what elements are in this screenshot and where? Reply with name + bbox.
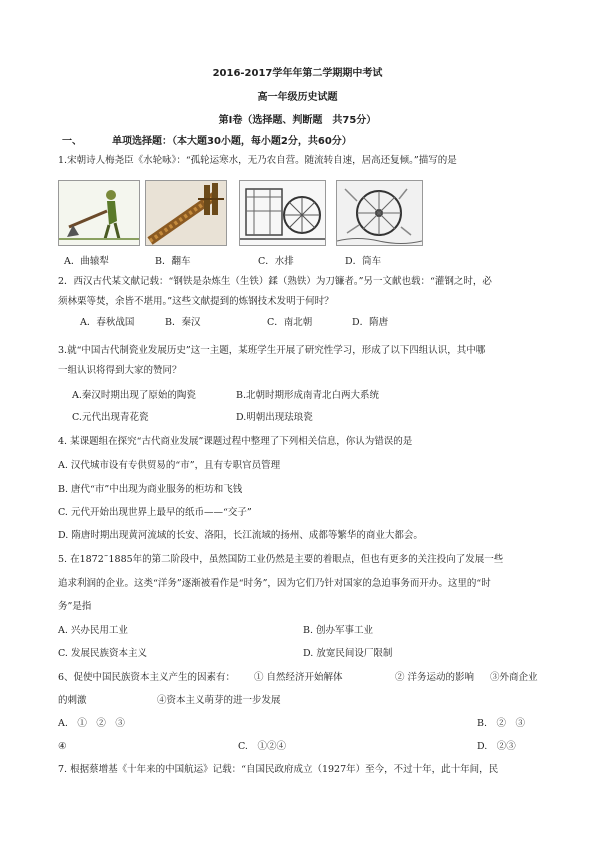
q2-option-b[interactable]: B．秦汉: [165, 317, 201, 328]
question-2-line-1: 2．西汉古代某文献记载：“钢铁是杂炼生（生铁）鍒（熟铁）为刀镰者。”另一文献也载：“灌钢之时，必: [58, 276, 492, 287]
q1-option-d[interactable]: D．筒车: [345, 256, 382, 267]
q3-option-a[interactable]: A.秦汉时期出现了原始的陶瓷: [72, 390, 196, 401]
question-4-stem: 4. 某课题组在探究“古代商业发展”课题过程中整理了下列相关信息，你认为错误的是: [58, 436, 413, 447]
q1-option-a[interactable]: A．曲辕犁: [64, 256, 109, 267]
q6-factor-3: ③外商企业: [490, 672, 538, 683]
q5-option-c[interactable]: C. 发展民族资本主义: [58, 648, 147, 659]
q6-factor-3-cont: 的刺激: [58, 695, 87, 706]
question-5-line-3: 务”是指: [58, 601, 92, 612]
question-2-line-2: 须林栗等焚，余皆不堪用。”这些文献提到的炼钢技术发明于何时？: [58, 296, 334, 307]
question-3-line-1: 3.就“中国古代制瓷业发展历史”这一主题，某班学生开展了研究性学习，形成了以下四组认识，其中哪: [58, 345, 486, 356]
q1-option-c[interactable]: C．水排: [258, 256, 294, 267]
q6-option-a[interactable]: A. ① ② ③: [58, 718, 125, 729]
q3-option-c[interactable]: C.元代出现青花瓷: [72, 412, 149, 423]
q1-option-b[interactable]: B．翻车: [155, 256, 191, 267]
noria-waterwheel-image: [336, 180, 423, 246]
q5-option-a[interactable]: A. 兴办民用工业: [58, 625, 128, 636]
exam-subtitle: 高一年级历史试题: [257, 92, 338, 103]
q6-factor-2: ② 洋务运动的影响: [395, 672, 475, 683]
q3-option-b[interactable]: B.北朝时期形成南青北白两大系统: [236, 390, 380, 401]
q2-option-d[interactable]: D．隋唐: [352, 317, 389, 328]
q6-option-b[interactable]: B. ② ③: [477, 718, 526, 729]
question-6-stem: 6、促使中国民族资本主义产生的因素有：: [58, 672, 236, 683]
q2-option-c[interactable]: C．南北朝: [267, 317, 313, 328]
q6-factor-4: ④资本主义萌芽的进一步发展: [157, 695, 281, 706]
section-number: 一、: [62, 136, 82, 147]
section-title: 单项选择题：（本大题30小题，每小题2分，共60分）: [112, 136, 352, 147]
q4-option-d[interactable]: D. 隋唐时期出现黄河流域的长安、洛阳，长江流域的扬州、成都等繁华的商业大都会。: [58, 530, 423, 541]
q5-option-d[interactable]: D. 放宽民间设厂限制: [303, 648, 393, 659]
q6-option-c[interactable]: C. ①②④: [238, 741, 286, 752]
q6-option-d[interactable]: D. ②③: [477, 741, 516, 752]
question-1-stem: 1.宋朝诗人梅尧臣《水轮咏》：“孤轮运寒水，无乃农自营。随流转自速，居高还复倾。”描写的是: [58, 155, 457, 166]
q6-option-a-cont: ④: [58, 741, 67, 752]
square-pallet-chain-pump-image: [145, 180, 227, 246]
question-5-line-2: 追求利润的企业。这类“洋务”逐渐被看作是“时务”，因为它们乃针对国家的急迫事务而开办。这里的“时: [58, 578, 491, 589]
q2-option-a[interactable]: A．春秋战国: [80, 317, 135, 328]
exam-title: 2016-2017学年年第二学期期中考试: [212, 68, 383, 79]
q4-option-c[interactable]: C. 元代开始出现世界上最早的纸币——“交子”: [58, 507, 252, 518]
q3-option-d[interactable]: D.明朝出现珐琅瓷: [236, 412, 313, 423]
question-5-line-1: 5. 在1872˜1885年的第二阶段中，虽然国防工业仍然是主要的着眼点，但也有更多的关注投向了发展一些: [58, 554, 504, 565]
question-3-line-2: 一组认识将得到大家的赞同？: [58, 365, 182, 376]
q4-option-b[interactable]: B. 唐代“市”中出现为商业服务的柜坊和飞钱: [58, 484, 243, 495]
water-powered-bellows-image: [239, 180, 326, 246]
plough-image: [58, 180, 140, 246]
volume-heading: 第Ⅰ卷（选择题、判断题 共75分）: [218, 115, 377, 126]
question-7-stem: 7. 根据蔡增基《十年来的中国航运》记载：“自国民政府成立（1927年）至今，不过十年，此十年间，民: [58, 764, 499, 775]
q4-option-a[interactable]: A. 汉代城市设有专供贸易的“市”，且有专职官员管理: [58, 460, 281, 471]
q5-option-b[interactable]: B. 创办军事工业: [303, 625, 374, 636]
q6-factor-1: ① 自然经济开始解体: [254, 672, 343, 683]
